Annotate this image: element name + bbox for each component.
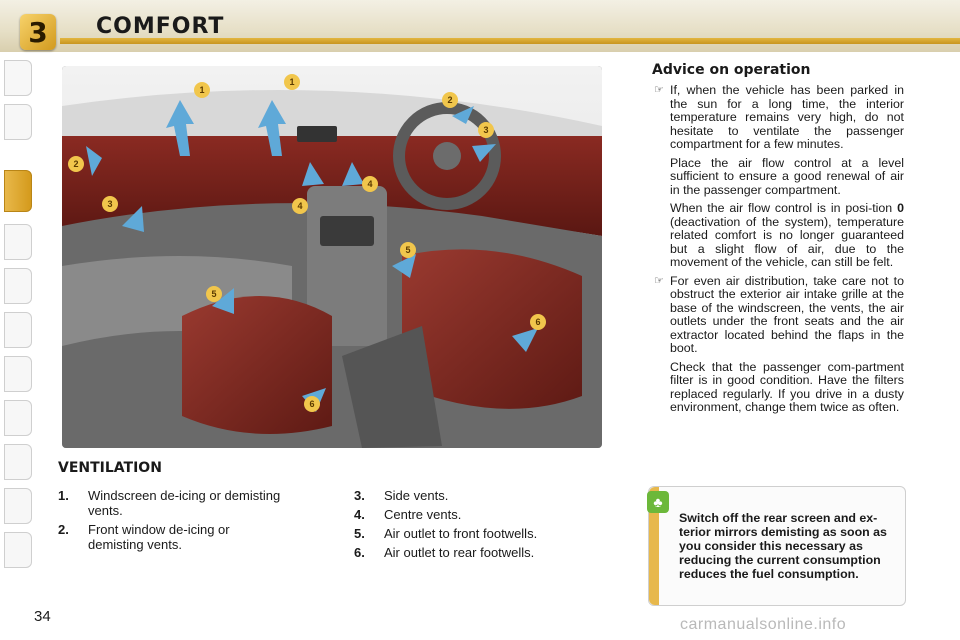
vent-callout-label: 6 <box>535 317 541 327</box>
advice-paragraph-text: When the air flow control is in posi-tion <box>670 201 898 215</box>
chapter-tab[interactable] <box>4 312 32 348</box>
chapter-tab[interactable] <box>4 268 32 304</box>
vent-callout <box>102 196 118 212</box>
pointing-hand-icon: ☞ <box>654 84 664 96</box>
vent-callout-label: 1 <box>289 77 295 87</box>
list-item-text: Air outlet to rear footwells. <box>384 545 535 560</box>
ventilation-heading: VENTILATION <box>58 460 162 476</box>
vent-callout <box>442 92 458 108</box>
chapter-tab[interactable] <box>4 224 32 260</box>
vent-callout-label: 5 <box>405 245 411 255</box>
advice-paragraph <box>670 202 904 270</box>
chapter-tab[interactable] <box>4 60 32 96</box>
chapter-title: COMFORT <box>96 14 225 39</box>
radio-unit <box>320 216 374 246</box>
eco-tip-text: Switch off the rear screen and ex-terior mirrors demisting as soon as you consider this necessary as reducing the current consumption reduces the fuel consumption. <box>679 511 887 581</box>
advice-paragraph-text: If, when the vehicle has been parked in the sun for a long time, the interior temperature remains very high, do not hesitate to ventilate the passenger compartment for a few minutes. <box>670 83 904 151</box>
chapter-tab[interactable] <box>4 488 32 524</box>
watermark: carmanualsonline.info <box>680 616 847 633</box>
vent-callout <box>68 156 84 172</box>
list-item-text: Air outlet to front footwells. <box>384 526 538 541</box>
list-item-text: Centre vents. <box>384 507 462 522</box>
vent-callout-label: 5 <box>211 289 217 299</box>
list-item <box>354 507 604 522</box>
vent-callout-label: 4 <box>297 201 303 211</box>
vent-callout <box>284 74 300 90</box>
list-item <box>58 488 288 518</box>
list-item-number: 1. <box>58 488 69 503</box>
list-item <box>354 526 604 541</box>
advice-paragraph <box>654 273 904 356</box>
vent-callout-label: 2 <box>73 159 79 169</box>
list-item-number: 3. <box>354 488 365 503</box>
list-item <box>354 545 604 560</box>
page-number: 34 <box>34 608 51 625</box>
list-item-number: 2. <box>58 522 69 537</box>
vent-callout <box>304 396 320 412</box>
ventilation-list-right <box>354 488 604 564</box>
advice-paragraph-text: For even air distribution, take care not to obstruct the exterior air intake grille at the base of the windscreen, the vents, the air outlets under the front seats and the air extractor located behind the flaps in the boot. <box>670 273 904 355</box>
eco-tip-box <box>648 486 906 606</box>
list-item-text: Windscreen de-icing or demisting vents. <box>88 488 281 518</box>
vent-callout <box>362 176 378 192</box>
chapter-tab[interactable] <box>4 104 32 140</box>
chapter-tabs <box>0 60 34 580</box>
list-item-number: 4. <box>354 507 365 522</box>
advice-paragraph: Check that the passenger com-partment filter is in good condition. Have the filters replaced regularly. If you drive in a dusty environment, change them twice as often. <box>670 359 904 414</box>
advice-paragraph <box>654 83 904 152</box>
chapter-tab[interactable] <box>4 400 32 436</box>
car-interior-drawing <box>62 66 602 448</box>
passenger-seat <box>182 296 332 434</box>
list-item-number: 5. <box>354 526 365 541</box>
chapter-tab-active[interactable] <box>4 170 32 212</box>
steering-hub <box>433 142 461 170</box>
chapter-number-badge: 3 <box>20 14 56 50</box>
vent-callout <box>478 122 494 138</box>
tree-icon: ♣ <box>647 491 669 513</box>
advice-paragraph-text: (deactivation of the system), temperature related comfort is no longer guaranteed but a slight flow of air, due to the movement of the vehicle, can still be felt. <box>670 214 904 269</box>
advice-bold-value: 0 <box>897 201 904 215</box>
list-item-text: Front window de-icing or demisting vents. <box>88 522 230 552</box>
chapter-tab[interactable] <box>4 356 32 392</box>
vent-callout-label: 4 <box>367 179 373 189</box>
chapter-tab[interactable] <box>4 532 32 568</box>
list-item <box>58 522 288 552</box>
vent-callout <box>400 242 416 258</box>
list-item-number: 6. <box>354 545 365 560</box>
list-item <box>354 488 604 503</box>
vent-callout-label: 3 <box>107 199 113 209</box>
vent-callout-label: 2 <box>447 95 453 105</box>
vent-callout <box>194 82 210 98</box>
ventilation-list-left <box>58 488 288 556</box>
chapter-tab[interactable] <box>4 444 32 480</box>
display-screen <box>297 126 337 142</box>
vent-callout-label: 1 <box>199 85 205 95</box>
advice-text <box>652 84 904 420</box>
advice-paragraph: Place the air flow control at a level sufficient to ensure a good renewal of air in the passenger compartment. <box>670 155 904 197</box>
advice-heading: Advice on operation <box>652 62 811 78</box>
pointing-hand-icon: ☞ <box>654 274 664 287</box>
car-interior-ventilation-illustration <box>62 66 602 448</box>
vent-callout <box>530 314 546 330</box>
list-item-text: Side vents. <box>384 488 449 503</box>
vent-callout <box>206 286 222 302</box>
vent-callout <box>292 198 308 214</box>
vent-callout-label: 3 <box>483 125 489 135</box>
vent-callout-label: 6 <box>309 399 315 409</box>
